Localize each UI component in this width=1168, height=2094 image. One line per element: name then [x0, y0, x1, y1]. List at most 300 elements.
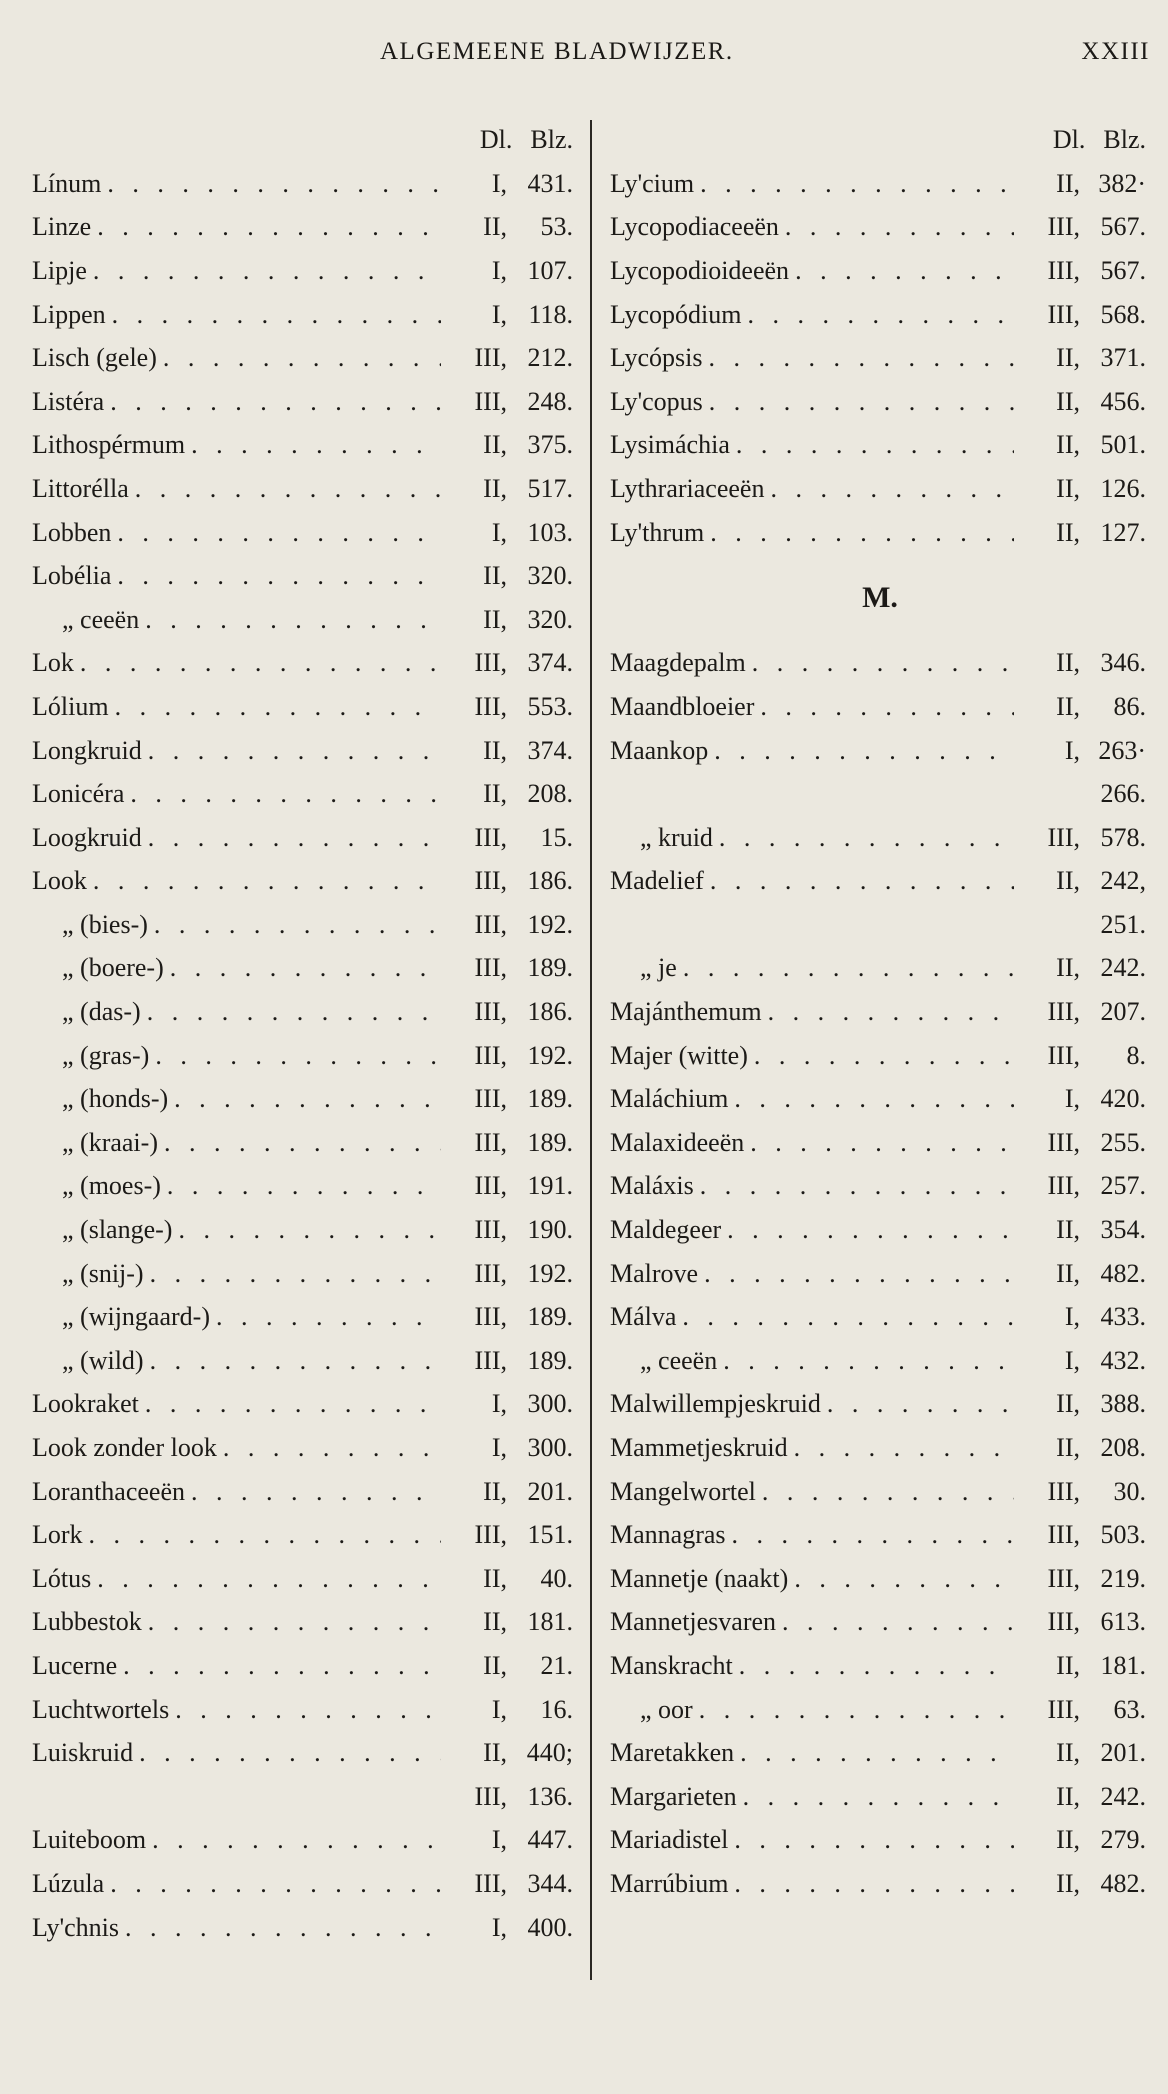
entry-term: Lycopódium: [610, 299, 742, 329]
entry-page: 181.: [527, 1607, 573, 1637]
entry-page: 190.: [527, 1215, 573, 1245]
entry-volume: III,: [1047, 997, 1080, 1027]
entry-page: 517.: [527, 473, 573, 503]
entry-volume: III,: [474, 909, 507, 939]
entry-page: 300.: [527, 1433, 573, 1463]
index-entry: [32, 1034, 577, 1078]
dot-leader: [794, 1564, 1014, 1594]
entry-page: 263·: [1098, 735, 1146, 765]
entry-page: 374.: [527, 735, 573, 765]
entry-page: 344.: [527, 1868, 573, 1898]
entry-page: 320.: [527, 604, 573, 634]
entry-volume: III,: [1047, 1127, 1080, 1157]
entry-page: 248.: [527, 386, 573, 416]
entry-page: 16.: [540, 1694, 573, 1724]
entry-volume: III,: [474, 386, 507, 416]
dot-leader: [734, 1825, 1014, 1855]
entry-volume: II,: [1056, 866, 1080, 896]
entry-page: 219.: [1100, 1563, 1146, 1593]
entry-page: 354.: [1100, 1215, 1146, 1245]
index-entry: [32, 1862, 577, 1906]
entry-page: 255.: [1100, 1127, 1146, 1157]
index-entry: [32, 554, 577, 598]
entry-volume: II,: [1056, 1825, 1080, 1855]
entry-volume: III,: [1047, 1040, 1080, 1070]
dot-leader: [150, 1259, 441, 1289]
entry-volume: III,: [1047, 1607, 1080, 1637]
entry-page: 371.: [1100, 343, 1146, 373]
entry-term: Malrove: [610, 1258, 699, 1288]
index-entry: [610, 947, 1150, 991]
dot-leader: [145, 1389, 441, 1419]
entry-term: „ (wild): [62, 1345, 144, 1375]
entry-page: 151.: [527, 1520, 573, 1550]
dot-leader: [714, 736, 1014, 766]
entry-page: 251.: [1100, 909, 1146, 939]
index-entry: [610, 1208, 1150, 1252]
dot-leader: [740, 1738, 1014, 1768]
entry-list: [610, 162, 1150, 554]
dot-leader: [700, 169, 1014, 199]
index-entry: [32, 729, 577, 773]
dot-leader: [175, 1695, 441, 1725]
entry-page: 189.: [527, 1302, 573, 1332]
dot-leader: [743, 1782, 1014, 1812]
entry-term: Loranthaceeën: [32, 1476, 186, 1506]
index-entry: [32, 1339, 577, 1383]
dot-leader: [130, 779, 441, 809]
volume-header: Dl.: [479, 125, 513, 154]
index-entry: [32, 1557, 577, 1601]
entry-page: 189.: [527, 1345, 573, 1375]
index-entry: [610, 380, 1150, 424]
entry-page: 189.: [527, 953, 573, 983]
entry-page: 503.: [1100, 1520, 1146, 1550]
dot-leader: [734, 1869, 1014, 1899]
entry-term: Mammetjeskruid: [610, 1433, 788, 1463]
dot-leader: [178, 1215, 441, 1245]
entry-term: Maandbloeier: [610, 691, 755, 721]
entry-term: Ly'thrum: [610, 517, 705, 547]
entry-page: 40.: [540, 1563, 573, 1593]
dot-leader: [739, 1651, 1014, 1681]
dot-leader: [167, 1171, 441, 1201]
entry-page: 86.: [1113, 691, 1146, 721]
right-column: [610, 118, 1150, 1906]
index-entry: [32, 1208, 577, 1252]
running-head: [0, 38, 1168, 78]
entry-volume: II,: [483, 212, 507, 242]
index-entry: [610, 1775, 1150, 1819]
entry-volume: I,: [1064, 1345, 1080, 1375]
entry-volume: III,: [474, 1868, 507, 1898]
entry-term: Lubbestok: [32, 1607, 142, 1637]
index-entry: [32, 772, 577, 816]
entry-term: Marrúbium: [610, 1868, 729, 1898]
entry-page: 103.: [527, 517, 573, 547]
entry-term: Lookraket: [32, 1389, 139, 1419]
entry-volume: II,: [483, 1563, 507, 1593]
entry-volume: II,: [1056, 168, 1080, 198]
entry-page: 191.: [527, 1171, 573, 1201]
entry-term: „ (boere-): [62, 953, 164, 983]
entry-volume: III,: [474, 1520, 507, 1550]
entry-volume: II,: [1056, 1389, 1080, 1419]
entry-volume: II,: [1056, 517, 1080, 547]
entry-term: Luiteboom: [32, 1825, 147, 1855]
index-entry: [32, 947, 577, 991]
entry-page: 242,: [1100, 866, 1146, 896]
entry-term: Lipje: [32, 255, 87, 285]
entry-page: 447.: [527, 1825, 573, 1855]
entry-volume: I,: [491, 168, 507, 198]
index-entry: [610, 1121, 1150, 1165]
volume-header: Dl.: [1052, 125, 1086, 154]
index-entry: [32, 1513, 577, 1557]
index-entry: [32, 1470, 577, 1514]
dot-leader: [762, 1477, 1014, 1507]
entry-volume: III,: [474, 866, 507, 896]
entry-page: 136.: [527, 1781, 573, 1811]
dot-leader: [734, 1084, 1014, 1114]
dot-leader: [747, 300, 1014, 330]
entry-term: Lucerne: [32, 1650, 118, 1680]
column-divider: [590, 120, 592, 1980]
index-entry: [610, 1339, 1150, 1383]
entry-term: Maretakken: [610, 1738, 735, 1768]
entry-page: 568.: [1100, 299, 1146, 329]
entry-page: 192.: [527, 909, 573, 939]
entry-volume: II,: [1056, 953, 1080, 983]
entry-term: Mannagras: [610, 1520, 726, 1550]
entry-volume: III,: [1047, 1563, 1080, 1593]
dot-leader: [163, 343, 441, 373]
index-entry: [32, 336, 577, 380]
entry-term: „ kruid: [640, 822, 713, 852]
entry-page: 432.: [1100, 1345, 1146, 1375]
entry-volume: II,: [1056, 691, 1080, 721]
entry-term: Mangelwortel: [610, 1476, 756, 1506]
entry-term: Loogkruid: [32, 822, 142, 852]
entry-page: 15.: [540, 822, 573, 852]
index-entry: [32, 380, 577, 424]
entry-page: 192.: [527, 1258, 573, 1288]
entry-term: „ (wijngaard-): [62, 1302, 210, 1332]
entry-volume: II,: [483, 1607, 507, 1637]
dot-leader: [148, 823, 441, 853]
entry-term: „ oor: [640, 1694, 693, 1724]
entry-term: Línum: [32, 168, 102, 198]
entry-term: Lippen: [32, 299, 106, 329]
index-entry: [610, 1077, 1150, 1121]
index-entry: [32, 1688, 577, 1732]
entry-term: Lycópsis: [610, 343, 703, 373]
entry-term: „ (moes-): [62, 1171, 161, 1201]
dot-leader: [154, 910, 441, 940]
entry-volume: I,: [1064, 735, 1080, 765]
index-entry: [32, 293, 577, 337]
entry-page: 420.: [1100, 1084, 1146, 1114]
index-entry: [32, 1426, 577, 1470]
entry-volume: III,: [1047, 1520, 1080, 1550]
entry-term: „ (snij-): [62, 1258, 144, 1288]
page-header: Blz.: [530, 125, 573, 154]
entry-volume: III,: [1047, 212, 1080, 242]
entry-page: 201.: [1100, 1738, 1146, 1768]
entry-continuation: [610, 903, 1150, 947]
dot-leader: [93, 866, 441, 896]
entry-page: 320.: [527, 561, 573, 591]
entry-term: Maankop: [610, 735, 709, 765]
entry-volume: III,: [474, 1258, 507, 1288]
entry-volume: III,: [474, 343, 507, 373]
entry-term: „ (bies-): [62, 909, 148, 939]
dot-leader: [704, 1259, 1014, 1289]
entry-volume: II,: [483, 1650, 507, 1680]
index-entry: [610, 511, 1150, 555]
dot-leader: [719, 823, 1014, 853]
entry-volume: III,: [1047, 299, 1080, 329]
dot-leader: [760, 692, 1014, 722]
entry-term: Lótus: [32, 1563, 92, 1593]
dot-leader: [145, 605, 441, 635]
dot-leader: [152, 1825, 441, 1855]
entry-page: 212.: [527, 343, 573, 373]
index-entry: [32, 1601, 577, 1645]
dot-leader: [709, 387, 1014, 417]
index-entry: [610, 1034, 1150, 1078]
entry-volume: III,: [1047, 822, 1080, 852]
entry-volume: II,: [483, 779, 507, 809]
entry-term: Lisch (gele): [32, 343, 157, 373]
entry-page: 501.: [1100, 430, 1146, 460]
dot-leader: [80, 648, 441, 678]
index-entry: [610, 1513, 1150, 1557]
dot-leader: [97, 1564, 441, 1594]
entry-term: „ (gras-): [62, 1040, 150, 1070]
index-entry: [32, 685, 577, 729]
dot-leader: [107, 169, 441, 199]
entry-term: Luchtwortels: [32, 1694, 170, 1724]
entry-page: 346.: [1100, 648, 1146, 678]
entry-page: 126.: [1100, 473, 1146, 503]
entry-volume: I,: [491, 299, 507, 329]
entry-term: Lysimáchia: [610, 430, 730, 460]
entry-list: [32, 162, 577, 1949]
index-entry: [610, 336, 1150, 380]
entry-volume: III,: [474, 691, 507, 721]
index-entry: [610, 293, 1150, 337]
dot-leader: [750, 1128, 1014, 1158]
entry-term: Lólium: [32, 691, 109, 721]
index-entry: [610, 1819, 1150, 1863]
dot-leader: [736, 430, 1014, 460]
entry-page: 208.: [1100, 1433, 1146, 1463]
entry-term: Mannetje (naakt): [610, 1563, 789, 1593]
entry-page: 382·: [1098, 168, 1146, 198]
dot-leader: [223, 1433, 441, 1463]
entry-volume: III,: [474, 1127, 507, 1157]
entry-volume: I,: [491, 517, 507, 547]
entry-term: Lobben: [32, 517, 112, 547]
entry-page: 433.: [1100, 1302, 1146, 1332]
entry-page: 266.: [1100, 779, 1146, 809]
entry-page: 21.: [540, 1650, 573, 1680]
entry-term: Linze: [32, 212, 92, 242]
index-entry: [610, 642, 1150, 686]
dot-leader: [174, 1084, 441, 1114]
entry-term: Majer (witte): [610, 1040, 748, 1070]
entry-page: 613.: [1100, 1607, 1146, 1637]
dot-leader: [148, 736, 441, 766]
index-entry: [610, 1601, 1150, 1645]
entry-term: Lok: [32, 648, 74, 678]
dot-leader: [155, 1041, 441, 1071]
index-entry: [32, 424, 577, 468]
entry-term: Lithospérmum: [32, 430, 186, 460]
entry-volume: II,: [483, 604, 507, 634]
entry-volume: III,: [474, 1171, 507, 1201]
entry-page: 127.: [1100, 517, 1146, 547]
entry-page: 30.: [1113, 1476, 1146, 1506]
entry-term: Lork: [32, 1520, 83, 1550]
entry-continuation: [610, 772, 1150, 816]
index-entry: [610, 1644, 1150, 1688]
dot-leader: [123, 1651, 441, 1681]
page-number: XXIII: [1081, 38, 1150, 65]
dot-leader: [117, 561, 441, 591]
dot-leader: [752, 648, 1014, 678]
dot-leader: [97, 212, 441, 242]
entry-term: „ ceeën: [62, 604, 140, 634]
index-entry: [610, 1731, 1150, 1775]
entry-term: Mariadistel: [610, 1825, 729, 1855]
entry-term: Lycopodiaceeën: [610, 212, 779, 242]
entry-term: Luiskruid: [32, 1738, 134, 1768]
entry-volume: II,: [483, 561, 507, 591]
entry-term: Lonicéra: [32, 779, 125, 809]
dot-leader: [768, 997, 1014, 1027]
entry-page: 242.: [1100, 953, 1146, 983]
entry-volume: III,: [474, 648, 507, 678]
index-entry: [610, 1165, 1150, 1209]
entry-term: Maldegeer: [610, 1215, 722, 1245]
section-letter: M.: [862, 580, 898, 614]
entry-term: Maláchium: [610, 1084, 729, 1114]
entry-continuation: [32, 1775, 577, 1819]
index-entry: [610, 860, 1150, 904]
entry-volume: III,: [474, 822, 507, 852]
entry-volume: III,: [1047, 1171, 1080, 1201]
entry-term: „ je: [640, 953, 677, 983]
index-entry: [32, 1644, 577, 1688]
index-entry: [610, 1383, 1150, 1427]
entry-page: 186.: [527, 866, 573, 896]
entry-volume: III,: [474, 1084, 507, 1114]
index-entry: [32, 598, 577, 642]
entry-page: 208.: [527, 779, 573, 809]
entry-term: Ly'cium: [610, 168, 695, 198]
entry-page: 192.: [527, 1040, 573, 1070]
dot-leader: [710, 866, 1014, 896]
entry-term: Malwillempjeskruid: [610, 1389, 821, 1419]
column-header: [32, 118, 577, 162]
entry-term: Listéra: [32, 386, 105, 416]
dot-leader: [216, 1302, 441, 1332]
entry-page: 63.: [1113, 1694, 1146, 1724]
entry-term: Ly'copus: [610, 386, 703, 416]
index-entry: [32, 1383, 577, 1427]
left-column: [32, 118, 577, 1949]
entry-term: Maagdepalm: [610, 648, 746, 678]
entry-page: 300.: [527, 1389, 573, 1419]
entry-page: 189.: [527, 1084, 573, 1114]
index-entry: [32, 642, 577, 686]
index-entry: [610, 1470, 1150, 1514]
entry-term: Longkruid: [32, 735, 142, 765]
entry-page: 189.: [527, 1127, 573, 1157]
entry-volume: III,: [474, 1040, 507, 1070]
entry-volume: III,: [474, 1302, 507, 1332]
entry-page: 482.: [1100, 1868, 1146, 1898]
entry-page: 431.: [527, 168, 573, 198]
entry-term: Lythrariaceeën: [610, 473, 765, 503]
dot-leader: [785, 212, 1014, 242]
entry-volume: II,: [1056, 1868, 1080, 1898]
entry-volume: II,: [1056, 1781, 1080, 1811]
entry-volume: II,: [1056, 1433, 1080, 1463]
entry-page: 181.: [1100, 1650, 1146, 1680]
entry-volume: II,: [1056, 386, 1080, 416]
index-entry: [32, 1077, 577, 1121]
dot-leader: [148, 1607, 441, 1637]
entry-page: 456.: [1100, 386, 1146, 416]
index-entry: [610, 816, 1150, 860]
dot-leader: [150, 1346, 441, 1376]
entry-volume: III,: [474, 1781, 507, 1811]
entry-volume: I,: [491, 1389, 507, 1419]
dot-leader: [139, 1738, 441, 1768]
entry-volume: II,: [1056, 430, 1080, 460]
dot-leader: [794, 1433, 1014, 1463]
index-entry: [610, 467, 1150, 511]
index-entry: [32, 990, 577, 1034]
entry-page: 400.: [527, 1912, 573, 1942]
entry-volume: III,: [474, 953, 507, 983]
entry-term: Mannetjesvaren: [610, 1607, 777, 1637]
entry-term: „ (honds-): [62, 1084, 169, 1114]
entry-term: Look zonder look: [32, 1433, 217, 1463]
index-entry: [32, 816, 577, 860]
index-entry: [610, 162, 1150, 206]
entry-term: Madelief: [610, 866, 704, 896]
index-entry: [610, 729, 1150, 773]
dot-leader: [125, 1913, 441, 1943]
entry-volume: I,: [491, 1825, 507, 1855]
entry-page: 578.: [1100, 822, 1146, 852]
index-entry: [32, 511, 577, 555]
index-entry: [32, 249, 577, 293]
index-entry: [610, 1862, 1150, 1906]
entry-volume: I,: [491, 255, 507, 285]
entry-term: Lúzula: [32, 1868, 105, 1898]
index-entry: [32, 1295, 577, 1339]
entry-volume: III,: [1047, 1694, 1080, 1724]
index-entry: [610, 1688, 1150, 1732]
dot-leader: [782, 1607, 1014, 1637]
entry-page: 201.: [527, 1476, 573, 1506]
entry-volume: II,: [483, 430, 507, 460]
